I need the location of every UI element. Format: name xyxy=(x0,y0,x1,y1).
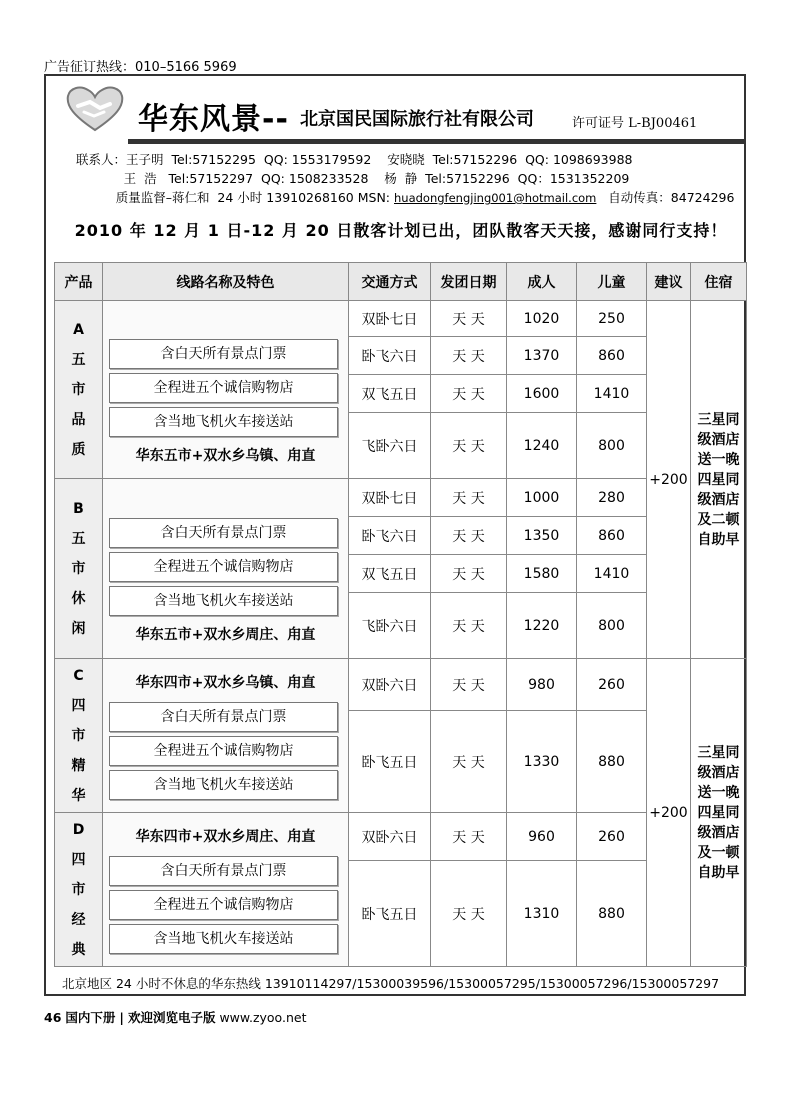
feature-item: 全程进五个诚信购物店 xyxy=(109,552,338,582)
transport: 飞卧六日 xyxy=(349,413,431,479)
product-name-char: 华 xyxy=(71,787,86,804)
table-row xyxy=(55,479,747,517)
product-name-char: 质 xyxy=(71,441,86,458)
adult-price: 960 xyxy=(507,813,577,861)
adult-price: 1370 xyxy=(507,337,577,375)
product-name-char: 市 xyxy=(71,727,86,744)
transport: 卧飞五日 xyxy=(349,711,431,813)
section-name: 国内下册 xyxy=(65,1010,116,1025)
adult-price: 1000 xyxy=(507,479,577,517)
transport: 双卧七日 xyxy=(349,301,431,337)
route-theme: 华东五市+双水乡乌镇、甪直 xyxy=(135,447,316,464)
adult-price: 1580 xyxy=(507,555,577,593)
product-name-char: 典 xyxy=(71,941,86,958)
table-header-row xyxy=(55,263,747,301)
product-code: D xyxy=(72,821,85,838)
depart-date: 天 天 xyxy=(431,337,507,375)
product-c xyxy=(55,659,103,813)
depart-date: 天 天 xyxy=(431,555,507,593)
transport: 双飞五日 xyxy=(349,555,431,593)
page-footer xyxy=(44,1008,306,1026)
suggest-ab: +200 xyxy=(647,301,691,659)
col-header: 建议 xyxy=(647,263,691,301)
handshake-heart-icon xyxy=(64,84,126,134)
depart-date: 天 天 xyxy=(431,813,507,861)
product-name-char: 四 xyxy=(71,697,86,714)
col-header: 住宿 xyxy=(691,263,747,301)
adult-price: 1330 xyxy=(507,711,577,813)
col-header: 发团日期 xyxy=(431,263,507,301)
product-d xyxy=(55,813,103,967)
col-header: 儿童 xyxy=(577,263,647,301)
product-name-char: 休 xyxy=(71,590,86,607)
child-price: 860 xyxy=(577,337,647,375)
feature-item: 含当地飞机火车接送站 xyxy=(109,586,338,616)
suggest-cd: +200 xyxy=(647,659,691,967)
product-code: C xyxy=(73,667,84,684)
feature-item: 含白天所有景点门票 xyxy=(109,856,338,886)
col-header: 交通方式 xyxy=(349,263,431,301)
route-a xyxy=(103,301,349,479)
transport: 卧飞六日 xyxy=(349,337,431,375)
child-price: 1410 xyxy=(577,375,647,413)
msn-address: huadongfengjing001@hotmail.com xyxy=(394,191,597,205)
page-number: 46 xyxy=(44,1010,62,1025)
col-header: 成人 xyxy=(507,263,577,301)
depart-date: 天 天 xyxy=(431,479,507,517)
adult-price: 1350 xyxy=(507,517,577,555)
child-price: 800 xyxy=(577,413,647,479)
depart-date: 天 天 xyxy=(431,861,507,967)
route-c xyxy=(103,659,349,813)
table-row xyxy=(55,301,747,337)
child-price: 860 xyxy=(577,517,647,555)
child-price: 280 xyxy=(577,479,647,517)
transport: 双卧七日 xyxy=(349,479,431,517)
route-d xyxy=(103,813,349,967)
adult-price: 1220 xyxy=(507,593,577,659)
child-price: 260 xyxy=(577,659,647,711)
slogan: 欢迎浏览电子版 xyxy=(127,1010,216,1025)
separator: | xyxy=(119,1010,124,1025)
product-name-char: 品 xyxy=(71,411,86,428)
table-row xyxy=(55,659,747,711)
brand-title: 华东风景-- xyxy=(138,102,289,137)
product-name-char: 四 xyxy=(71,851,86,868)
feature-item: 含当地飞机火车接送站 xyxy=(109,770,338,800)
product-name-char: 五 xyxy=(71,351,86,368)
company-name: 北京国民国际旅行社有限公司 xyxy=(300,109,534,130)
col-header: 产品 xyxy=(55,263,103,301)
depart-date: 天 天 xyxy=(431,413,507,479)
product-a xyxy=(55,301,103,479)
adult-price: 1600 xyxy=(507,375,577,413)
product-b xyxy=(55,479,103,659)
contacts-block xyxy=(76,150,734,208)
site-link[interactable]: www.zyoo.net xyxy=(219,1010,307,1025)
feature-item: 含当地飞机火车接送站 xyxy=(109,924,338,954)
adult-price: 1240 xyxy=(507,413,577,479)
depart-date: 天 天 xyxy=(431,659,507,711)
route-b xyxy=(103,479,349,659)
feature-item: 含当地飞机火车接送站 xyxy=(109,407,338,437)
child-price: 1410 xyxy=(577,555,647,593)
product-name-char: 市 xyxy=(71,381,86,398)
contact-line-3: 质量监督–蒋仁和 24 小时 13910268160 MSN: huadongfengjing001@hotmail.com 自动传真：84724296 xyxy=(76,190,735,205)
contact-line-2: 王 浩 Tel:57152297 QQ: 1508233528 杨 静 Tel:57152296 QQ：1531352209 xyxy=(76,171,630,186)
product-name-char: 闲 xyxy=(71,620,86,637)
license-number: 许可证号 L-BJ00461 xyxy=(572,116,698,131)
route-theme: 华东四市+双水乡周庄、甪直 xyxy=(135,828,316,845)
child-price: 880 xyxy=(577,861,647,967)
schedule-banner: 2010 年 12 月 1 日-12 月 20 日散客计划已出，团队散客天天接，感谢同行支持！ xyxy=(74,221,728,240)
transport: 双飞五日 xyxy=(349,375,431,413)
feature-item: 含白天所有景点门票 xyxy=(109,339,338,369)
child-price: 250 xyxy=(577,301,647,337)
route-theme: 华东五市+双水乡周庄、甪直 xyxy=(135,626,316,643)
header-rule xyxy=(128,139,746,144)
transport: 卧飞六日 xyxy=(349,517,431,555)
product-name-char: 经 xyxy=(71,911,86,928)
adult-price: 1020 xyxy=(507,301,577,337)
product-code: A xyxy=(73,321,84,338)
route-theme: 华东四市+双水乡乌镇、甪直 xyxy=(135,674,316,691)
adult-price: 1310 xyxy=(507,861,577,967)
product-name-char: 五 xyxy=(71,530,86,547)
feature-item: 含白天所有景点门票 xyxy=(109,702,338,732)
child-price: 880 xyxy=(577,711,647,813)
adult-price: 980 xyxy=(507,659,577,711)
product-name-char: 市 xyxy=(71,560,86,577)
route-price-table xyxy=(54,262,747,967)
product-name-char: 精 xyxy=(71,757,86,774)
depart-date: 天 天 xyxy=(431,301,507,337)
stay-ab: 三星同 级酒店 送一晚 四星同 级酒店 及二顿 自助早 xyxy=(691,301,747,659)
child-price: 260 xyxy=(577,813,647,861)
depart-date: 天 天 xyxy=(431,375,507,413)
table-row xyxy=(55,813,747,861)
col-header: 线路名称及特色 xyxy=(103,263,349,301)
feature-item: 全程进五个诚信购物店 xyxy=(109,373,338,403)
transport: 卧飞五日 xyxy=(349,861,431,967)
depart-date: 天 天 xyxy=(431,517,507,555)
transport: 飞卧六日 xyxy=(349,593,431,659)
stay-cd: 三星同 级酒店 送一晚 四星同 级酒店 及一顿 自助早 xyxy=(691,659,747,967)
feature-item: 全程进五个诚信购物店 xyxy=(109,890,338,920)
feature-item: 全程进五个诚信购物店 xyxy=(109,736,338,766)
footer-hotline: 北京地区 24 小时不休息的华东热线 13910114297/15300039596/15300057295/15300057296/15300057297 xyxy=(62,976,720,991)
product-name-char: 市 xyxy=(71,881,86,898)
transport: 双卧六日 xyxy=(349,813,431,861)
transport: 双卧六日 xyxy=(349,659,431,711)
contact-line-1: 联系人：王子明 Tel:57152295 QQ: 1553179592 安晓晓 Tel:57152296 QQ: 1098693988 xyxy=(76,152,633,167)
product-code: B xyxy=(73,500,84,517)
depart-date: 天 天 xyxy=(431,593,507,659)
feature-item: 含白天所有景点门票 xyxy=(109,518,338,548)
depart-date: 天 天 xyxy=(431,711,507,813)
ad-hotline: 广告征订热线：010–5166 5969 xyxy=(44,60,237,75)
child-price: 800 xyxy=(577,593,647,659)
